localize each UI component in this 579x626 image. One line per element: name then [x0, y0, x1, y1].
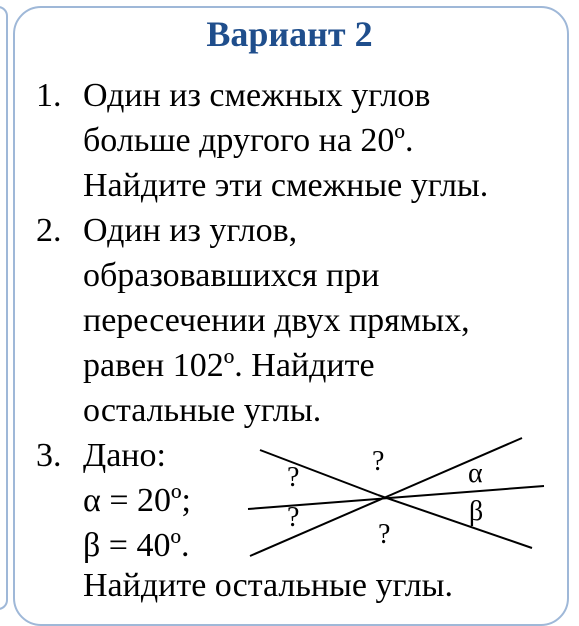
problem-3-alpha-value: α = 20º;: [83, 482, 191, 519]
problem-1-number: 1.: [36, 77, 62, 114]
problem-2-number: 2.: [36, 212, 62, 249]
diagram-line-1: [260, 450, 378, 495]
problem-1-line-3: Найдите эти смежные углы.: [83, 167, 489, 204]
problem-3-number: 3.: [36, 437, 62, 474]
problem-2-line-5: остальные углы.: [83, 392, 322, 429]
diagram-line-1-continued: [378, 495, 532, 548]
problem-3-given-label: Дано:: [83, 437, 166, 474]
angle-label-lower-left: ?: [287, 502, 300, 533]
angle-label-alpha: α: [468, 458, 483, 489]
problem-2-line-4: равен 102º. Найдите: [83, 347, 375, 384]
problem-1-line-2: больше другого на 20º.: [83, 122, 414, 159]
angle-label-bottom: ?: [378, 519, 391, 550]
variant-title: Вариант 2: [206, 14, 373, 54]
angle-label-beta: β: [469, 496, 484, 527]
problem-3-question: Найдите остальные углы.: [83, 567, 454, 604]
problem-3-beta-value: β = 40º.: [83, 527, 190, 564]
problem-1-line-1: Один из смежных углов: [83, 77, 431, 114]
problem-2-line-3: пересечении двух прямых,: [83, 302, 470, 339]
angle-label-top: ?: [372, 446, 385, 477]
angle-diagram: [232, 430, 552, 565]
angle-label-upper-left: ?: [287, 462, 300, 493]
problem-2-line-1: Один из углов,: [83, 212, 298, 249]
left-card-edge: [0, 6, 8, 610]
problem-2-line-2: образовавшихся при: [83, 257, 380, 294]
